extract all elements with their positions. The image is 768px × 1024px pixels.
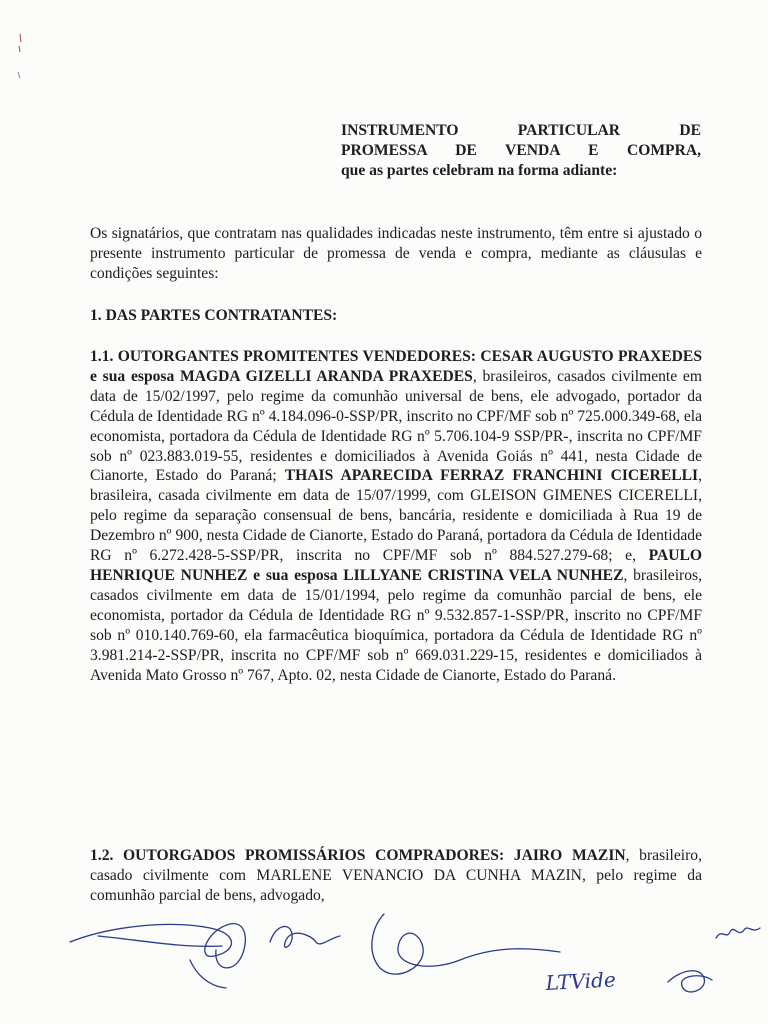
- seller-party-2-details: , brasileira, casada civilmente em data de 15/07/1999, com GLEISON GIMENES CICERELLI, pelo regime da separação consensual de bens, bancária, residente e domiciliada à Rua 19 de Dezembro nº 900, nesta Cidade de Cianorte, Estado do Paraná, portadora da Cédula de Identidade RG nº 6.272.428-5-SSP/PR, inscrita no CPF/MF sob nº 884.527.279-68; e,: [90, 467, 702, 565]
- signature-1: [70, 924, 245, 968]
- seller-party-3-details: , brasileiros, casados civilmente em data de 15/01/1994, pelo regime da comunhão parcial de bens, ele economista, portador da Cédula de Identidade RG nº 9.532.857-1-SSP/PR, inscrito no CPF/MF sob nº 010.140.769-60, ela farmacêutica bioquímica, portadora da Cédula de Identidade RG nº 3.981.214-2-SSP/PR, inscrita no CPF/MF sob nº 669.031.229-15, residentes e domiciliados à Avenida Mato Grosso nº 767, Apto. 02, nesta Cidade de Cianorte, Estado do Paraná.: [90, 566, 702, 684]
- signature-5: [668, 971, 712, 992]
- section-heading: 1. DAS PARTES CONTRATANTES:: [90, 307, 338, 324]
- intro-paragraph: Os signatários, que contratam nas qualidades indicadas neste instrumento, têm entre si ajustado o presente instrumento particular de promessa de venda e compra, mediante as cláusulas e condições seguintes:: [90, 225, 702, 282]
- clause-1-2: [90, 846, 702, 906]
- title-line-2: PROMESSA DE VENDA E COMPRA,: [341, 142, 701, 159]
- document-title: [341, 121, 701, 181]
- buyer-party-1-details: , brasileiro, casado civilmente com MARLENE VENANCIO DA CUNHA MAZIN, pelo regime da comunhão parcial de bens, advogado,: [90, 847, 702, 904]
- clause-1-2-heading: 1.2. OUTORGADOS PROMISSÁRIOS COMPRADORES:: [90, 847, 505, 864]
- seller-party-2: THAIS APARECIDA FERRAZ FRANCHINI CICERELLI: [284, 467, 699, 485]
- title-line-1: INSTRUMENTO PARTICULAR DE: [341, 122, 701, 139]
- seller-party-1: CESAR AUGUSTO PRAXEDES e sua esposa MAGDA GIZELLI ARANDA PRAXEDES: [90, 348, 702, 385]
- signature-6: [190, 960, 226, 988]
- clause-1-1: [90, 347, 702, 685]
- seller-party-1-details: , brasileiros, casados civilmente em data de 15/02/1997, pelo regime da comunhão universal de bens, ele advogado, portador da Cédula de Identidade RG nº 4.184.096-0-SSP/PR, inscrito no CPF/MF sob nº 725.000.349-68, ela economista, portadora da Cédula de Identidade RG nº 5.706.104-9 SSP/PR-, inscrita no CPF/MF sob nº 023.883.019-55, residentes e domiciliados à Avenida Goiás nº 441, nesta Cidade de Cianorte, Estado do Paraná;: [90, 367, 702, 485]
- buyer-party-1: JAIRO MAZIN: [513, 847, 626, 864]
- title-line-3: que as partes celebram na forma adiante:: [341, 162, 618, 179]
- signature-2: [270, 926, 340, 947]
- clause-1-1-heading: 1.1. OUTORGANTES PROMITENTES VENDEDORES:: [90, 348, 476, 365]
- signature-3: [372, 914, 560, 974]
- signature-4: [716, 928, 760, 938]
- signatures-area: [0, 890, 768, 1024]
- seller-party-3: PAULO HENRIQUE NUNHEZ e sua esposa LILLYANE CRISTINA VELA NUNHEZ: [90, 547, 702, 584]
- signature-text: LTVide: [545, 967, 617, 995]
- margin-mark: [14, 32, 26, 82]
